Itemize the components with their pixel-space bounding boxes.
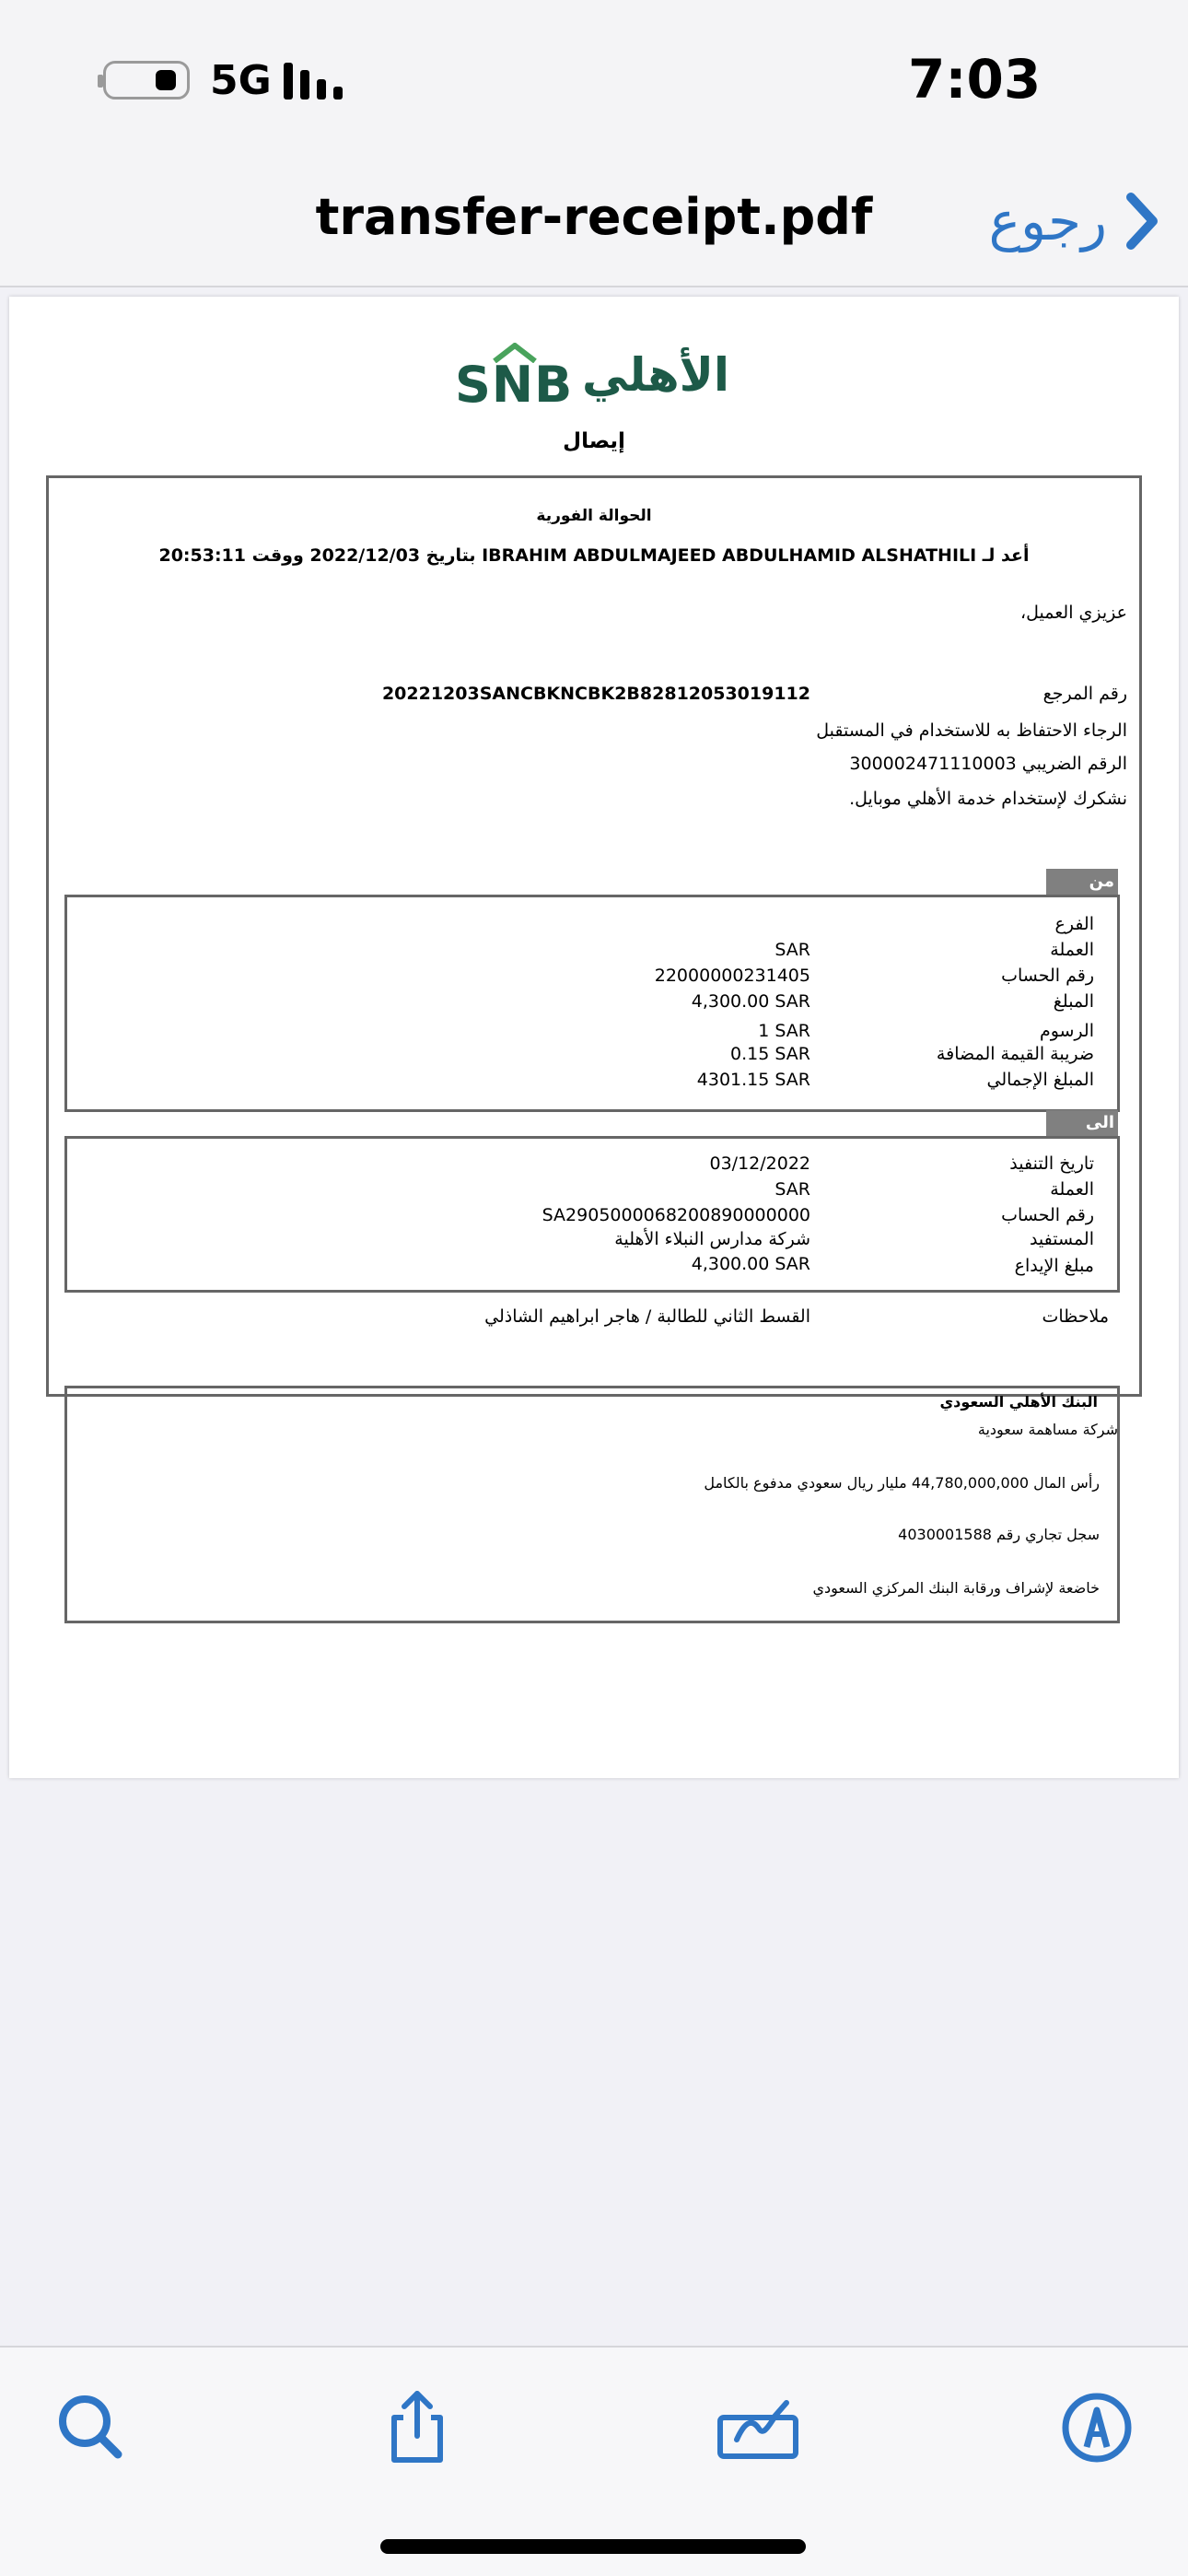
to-currency-value: SAR: [775, 1179, 810, 1200]
clock: 7:03: [908, 48, 1042, 111]
from-currency-value: SAR: [775, 940, 810, 960]
from-fees-value: 1 SAR: [758, 1021, 810, 1041]
reference-value: 20221203SANCBKNCBK2B82812053019112: [381, 684, 810, 704]
bank-capital: رأس المال 44,780,000,000 مليار ريال سعودي مدفوع بالكامل: [704, 1474, 1100, 1492]
from-amount-label: المبلغ: [1053, 991, 1094, 1012]
nav-bar: [0, 166, 1188, 287]
share-icon: [376, 2386, 459, 2469]
from-branch-label: الفرع: [1054, 914, 1094, 934]
markup-icon: [716, 2386, 799, 2469]
document-title: transfer-receipt.pdf: [315, 188, 873, 246]
to-account-label: رقم الحساب: [1001, 1205, 1094, 1225]
prepared-line: أعد لـ IBRAHIM ABDULMAJEED ABDULHAMID ALSHATHILI بتاريخ 2022/12/03 ووقت 20:53:11: [158, 545, 1030, 566]
bank-cr: سجل تجاري رقم 4030001588: [898, 1526, 1100, 1543]
transfer-type: الحوالة الفورية: [536, 507, 652, 525]
notes-value: القسط الثاني للطالبة / هاجر ابراهيم الشاذلي: [484, 1306, 810, 1327]
bank-supervision: خاضعة لإشراف ورقابة البنك المركزي السعودي: [812, 1579, 1100, 1597]
from-currency-label: العملة: [1050, 940, 1094, 960]
annotate-button[interactable]: [1055, 2386, 1138, 2469]
from-vat-label: ضريبة القيمة المضافة: [936, 1044, 1094, 1064]
to-currency-label: العملة: [1050, 1179, 1094, 1200]
search-icon: [50, 2386, 133, 2469]
reference-label: رقم المرجع: [1042, 684, 1127, 704]
to-date-label: تاريخ التنفيذ: [1009, 1153, 1094, 1174]
bank-type: شركة مساهمة سعودية: [977, 1421, 1118, 1438]
annotate-icon: [1055, 2386, 1138, 2469]
tax-number: الرقم الضريبي 300002471110003: [849, 754, 1127, 774]
pdf-page[interactable]: [9, 297, 1179, 1778]
keep-note: الرجاء الاحتفاظ به للاستخدام في المستقبل: [816, 720, 1127, 741]
markup-button[interactable]: [716, 2386, 799, 2469]
from-account-label: رقم الحساب: [1001, 966, 1094, 986]
share-button[interactable]: [376, 2386, 459, 2469]
network-label: 5G: [210, 57, 272, 104]
to-beneficiary-label: المستفيد: [1029, 1229, 1094, 1249]
signal-icon: [284, 63, 348, 100]
to-beneficiary-value: شركة مدارس النبلاء الأهلية: [614, 1229, 810, 1249]
notes-label: ملاحظات: [1042, 1306, 1109, 1327]
from-box: [64, 895, 1120, 1112]
back-button[interactable]: [989, 184, 1160, 258]
bank-name: البنك الأهلي السعودي: [939, 1393, 1098, 1411]
from-vat-value: 0.15 SAR: [730, 1044, 810, 1064]
from-total-label: المبلغ الإجمالي: [986, 1070, 1094, 1090]
to-account-value: SA2905000068200890000000: [542, 1205, 810, 1225]
chevron-right-icon: [1124, 192, 1160, 251]
to-deposit-value: 4,300.00 SAR: [691, 1254, 810, 1274]
from-tab: من: [1046, 869, 1118, 895]
greeting: عزيزي العميل،: [1020, 603, 1127, 623]
search-button[interactable]: [50, 2386, 133, 2469]
battery-icon: [103, 61, 190, 100]
home-indicator[interactable]: [380, 2539, 806, 2554]
thanks-note: نشكرك لإستخدام خدمة الأهلي موبايل.: [849, 789, 1127, 809]
snb-logo: [455, 343, 730, 414]
to-date-value: 03/12/2022: [709, 1153, 810, 1174]
back-label: رجوع: [988, 190, 1107, 252]
receipt-heading: إيصال: [563, 429, 625, 453]
from-amount-value: 4,300.00 SAR: [691, 991, 810, 1012]
to-tab: الى: [1046, 1110, 1118, 1136]
from-fees-label: الرسوم: [1039, 1021, 1094, 1041]
status-bar: [0, 0, 1188, 166]
from-account-value: 22000000231405: [654, 966, 810, 986]
to-deposit-label: مبلغ الإيداع: [1014, 1256, 1094, 1276]
brand-arabic: الأهلي: [582, 348, 730, 402]
brand-latin: SNB: [455, 356, 574, 414]
from-total-value: 4301.15 SAR: [696, 1070, 810, 1090]
